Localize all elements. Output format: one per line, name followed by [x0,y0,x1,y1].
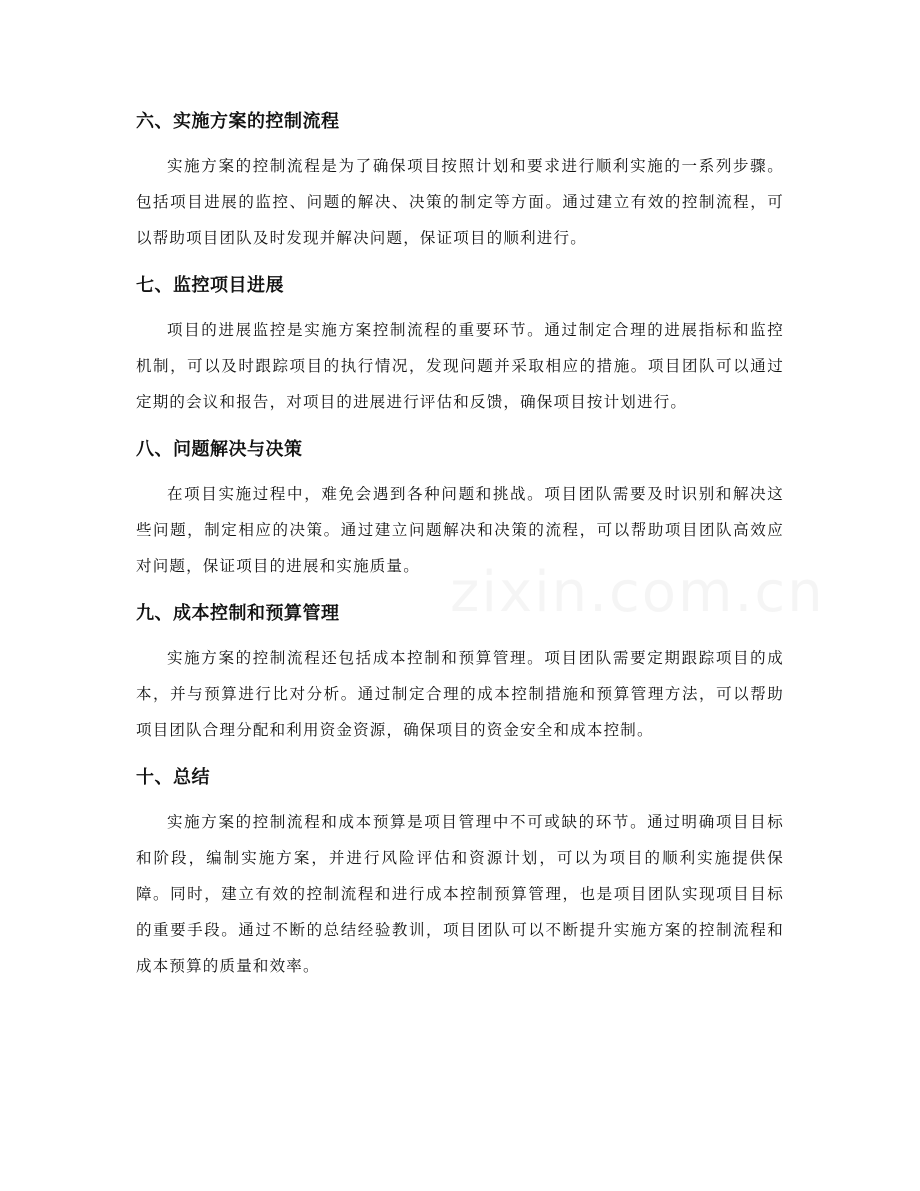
section-6 [136,104,784,256]
section-9 [136,596,784,748]
section-heading: 九、成本控制和预算管理 [136,603,340,624]
section-heading: 六、实施方案的控制流程 [136,111,340,132]
section-heading: 十、总结 [136,767,210,788]
section-heading: 七、监控项目进展 [136,275,284,296]
section-7 [136,268,784,420]
section-paragraph: 实施方案的控制流程还包括成本控制和预算管理。项目团队需要定期跟踪项目的成本，并与预算进行比对分析。通过制定合理的成本控制措施和预算管理方法，可以帮助项目团队合理分配和利用资金资源，确保项目的资金安全和成本控制。 [136,649,784,739]
section-paragraph: 实施方案的控制流程和成本预算是项目管理中不可或缺的环节。通过明确项目目标和阶段，编制实施方案，并进行风险评估和资源计划，可以为项目的顺利实施提供保障。同时，建立有效的控制流程和进行成本控制预算管理，也是项目团队实现项目目标的重要手段。通过不断的总结经验教训，项目团队可以不断提升实施方案的控制流程和成本预算的质量和效率。 [136,813,784,975]
document-body [136,104,784,996]
section-paragraph: 实施方案的控制流程是为了确保项目按照计划和要求进行顺利实施的一系列步骤。包括项目进展的监控、问题的解决、决策的制定等方面。通过建立有效的控制流程，可以帮助项目团队及时发现并解决问题，保证项目的顺利进行。 [136,157,784,247]
section-paragraph: 在项目实施过程中，难免会遇到各种问题和挑战。项目团队需要及时识别和解决这些问题，制定相应的决策。通过建立问题解决和决策的流程，可以帮助项目团队高效应对问题，保证项目的进展和实施质量。 [136,485,784,575]
section-paragraph: 项目的进展监控是实施方案控制流程的重要环节。通过制定合理的进展指标和监控机制，可以及时跟踪项目的执行情况，发现问题并采取相应的措施。项目团队可以通过定期的会议和报告，对项目的进展进行评估和反馈，确保项目按计划进行。 [136,321,784,411]
section-8 [136,432,784,584]
section-heading: 八、问题解决与决策 [136,439,303,460]
section-10 [136,760,784,984]
